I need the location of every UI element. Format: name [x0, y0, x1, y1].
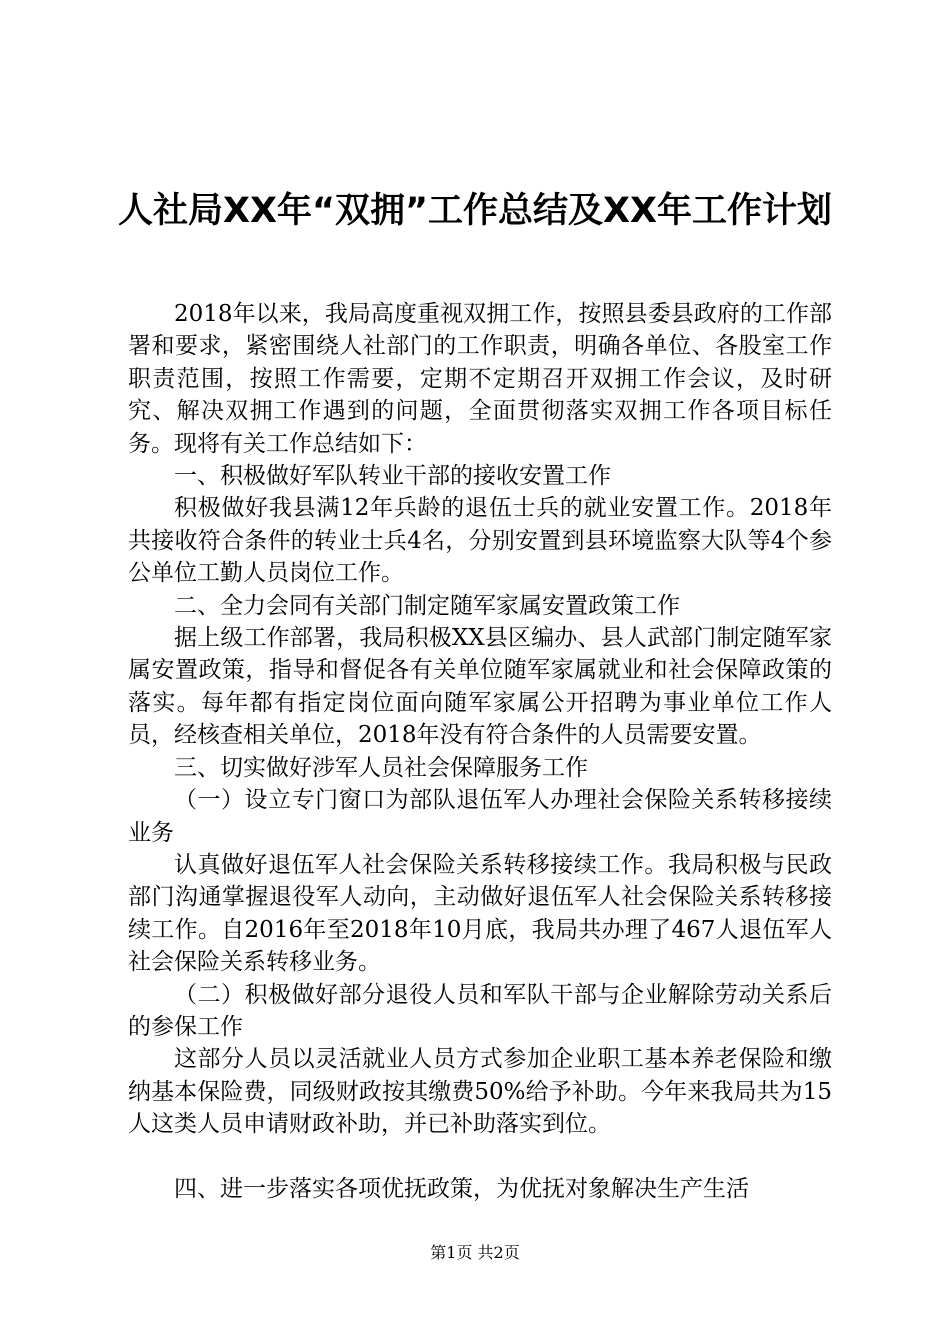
paragraph-2: 据上级工作部署，我局积极XX县区编办、县人武部门制定随军家属安置政策，指导和督促各有关单位随军家属就业和社会保障政策的落实。每年都有指定岗位面向随军家属公开招聘为事业单位工作人员，经核查相关单位，2018年没有符合条件的人员需要安置。: [128, 625, 832, 749]
paragraph-3-1: 认真做好退伍军人社会保险关系转移接续工作。我局积极与民政部门沟通掌握退役军人动向，主动做好退伍军人社会保险关系转移接续工作。自2016年至2018年10月底，我局共办理了467人退伍军人社会保险关系转移业务。: [128, 851, 832, 976]
document-title: 人社局XX年“双拥”工作总结及XX年工作计划: [118, 191, 832, 231]
section-heading-3: 三、切实做好涉军人员社会保障服务工作: [174, 754, 588, 781]
subsection-heading-3-1: （一）设立专门窗口为部队退伍军人办理社会保险关系转移接续业务: [128, 787, 832, 846]
page-footer: 第1页 共2页: [430, 1243, 520, 1262]
paragraph-intro: 2018年以来，我局高度重视双拥工作，按照县委县政府的工作部署和要求，紧密围绕人社部门的工作职责，明确各单位、各股室工作职责范围，按照工作需要，定期不定期召开双拥工作会议，及时研究、解决双拥工作遇到的问题，全面贯彻落实双拥工作各项目标任务。现将有关工作总结如下：: [128, 301, 832, 457]
section-heading-1: 一、积极做好军队转业干部的接收安置工作: [174, 463, 611, 490]
paragraph-3-2: 这部分人员以灵活就业人员方式参加企业职工基本养老保险和缴纳基本保险费，同级财政按其缴费50%给予补助。今年来我局共为15人这类人员申请财政补助，并已补助落实到位。: [128, 1046, 832, 1138]
paragraph-1: 积极做好我县满12年兵龄的退伍士兵的就业安置工作。2018年共接收符合条件的转业士兵4名，分别安置到县环境监察大队等4个参公单位工勤人员岗位工作。: [128, 495, 832, 587]
subsection-heading-3-2: （二）积极做好部分退役人员和军队干部与企业解除劳动关系后的参保工作: [128, 981, 832, 1040]
section-heading-4: 四、进一步落实各项优抚政策，为优抚对象解决生产生活: [174, 1175, 749, 1202]
document-body: [128, 298, 832, 1205]
section-heading-2: 二、全力会同有关部门制定随军家属安置政策工作: [174, 592, 680, 619]
